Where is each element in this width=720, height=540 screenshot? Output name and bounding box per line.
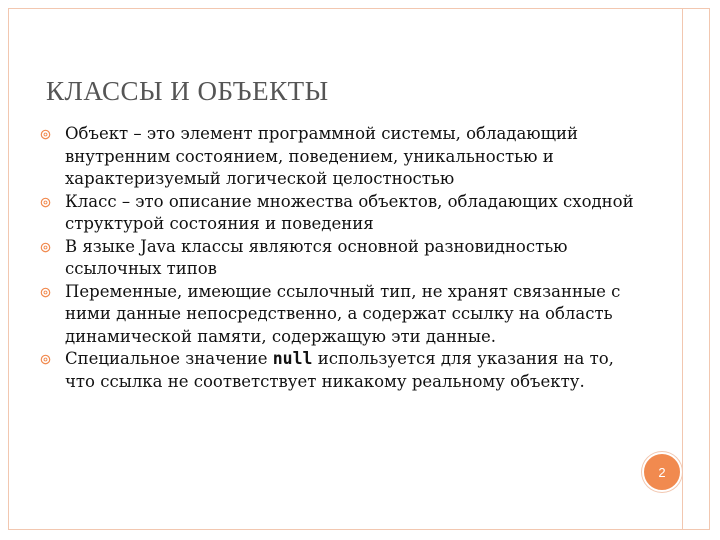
side-rule: [682, 8, 683, 530]
scallop-circle-icon: [40, 287, 51, 298]
scallop-circle-icon: [40, 197, 51, 208]
bullet-list: [40, 123, 640, 393]
page-number-badge: [642, 452, 682, 492]
bullet-item: [40, 123, 640, 191]
bullet-text: В языке Java классы являются основной разновидностью ссылочных типов: [65, 236, 568, 278]
bullet-text: Переменные, имеющие ссылочный тип, не хранят связанные с ними данные непосредственно, а содержат ссылку на область динамической памяти, содержащую эти данные.: [65, 281, 621, 346]
bullet-item: [40, 191, 640, 236]
bullet-text-after: используется для указания на то, что ссылка не соответствует никакому реальному объекту.: [65, 349, 614, 391]
bullet-item: [40, 348, 640, 393]
bullet-item: [40, 236, 640, 281]
slide-title: КЛАССЫ И ОБЪЕКТЫ: [46, 76, 329, 106]
bullet-text: Класс – это описание множества объектов, обладающих сходной структурой состояния и поведения: [65, 191, 634, 233]
scallop-circle-icon: [40, 354, 51, 365]
scallop-circle-icon: [40, 242, 51, 253]
null-keyword: null: [272, 349, 313, 368]
scallop-circle-icon: [40, 129, 51, 140]
page-number: 2: [658, 464, 666, 480]
bullet-text-before: Специальное значение: [65, 349, 273, 368]
bullet-item: [40, 281, 640, 349]
bullet-text: Объект – это элемент программной системы, обладающий внутренним состоянием, поведением, уникальностью и характеризуемый логической целостностью: [65, 124, 578, 188]
